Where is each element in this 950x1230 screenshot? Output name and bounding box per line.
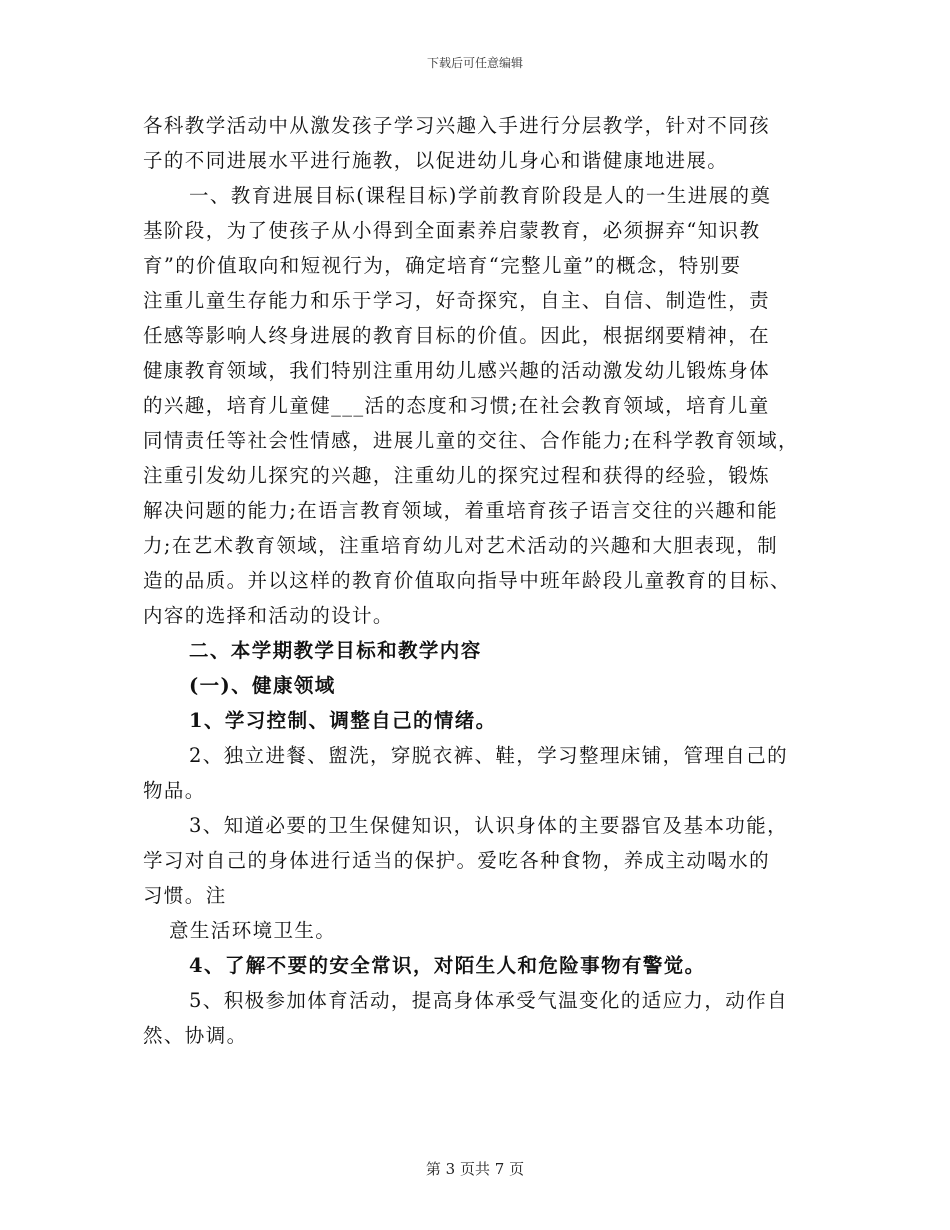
paragraph-line: 一、教育进展目标(课程目标)学前教育阶段是人的一生进展的奠 <box>189 184 772 207</box>
paragraph-line: 3、知道必要的卫生保健知识，认识身体的主要器官及基本功能， <box>189 814 789 837</box>
paragraph-line: 注重儿童生存能力和乐于学习，好奇探究，自主、自信、制造性，责 <box>143 289 771 312</box>
paragraph-line: 习惯。注 <box>143 884 227 907</box>
document-body <box>143 108 823 1053</box>
paragraph-line: 5、积极参加体育活动，提高身体承受气温变化的适应力，动作自 <box>189 989 789 1012</box>
paragraph-line: 基阶段，为了使孩子从小得到全面素养启蒙教育，必须摒弃“知识教 <box>143 219 761 242</box>
paragraph-line: 同情责任等社会性情感，进展儿童的交往、合作能力;在科学教育领域， <box>143 429 799 452</box>
paragraph-line: 注重引发幼儿探究的兴趣，注重幼儿的探究过程和获得的经验，锻炼 <box>143 464 771 487</box>
paragraph-line: 内容的选择和活动的设计。 <box>143 604 394 627</box>
paragraph-line: 然、协调。 <box>143 1024 248 1047</box>
paragraph-line: 的兴趣，培育儿童健___活的态度和习惯;在社会教育领域，培育儿童 <box>143 394 770 417</box>
paragraph-line: 健康教育领域，我们特别注重用幼儿感兴趣的活动激发幼儿锻炼身体 <box>143 359 771 382</box>
paragraph-line: 2、独立进餐、盥洗，穿脱衣裤、鞋，学习整理床铺，管理自己的 <box>189 744 789 767</box>
section-heading-line: 二、本学期教学目标和教学内容 <box>189 639 482 662</box>
paragraph-line: 力;在艺术教育领域，注重培育幼儿对艺术活动的兴趣和大胆表现，制 <box>143 534 778 557</box>
paragraph-line: 任感等影响人终身进展的教育目标的价值。因此，根据纲要精神，在 <box>143 324 771 347</box>
paragraph-line: 物品。 <box>143 779 206 802</box>
section-heading-line: 1、学习控制、调整自己的情绪。 <box>189 709 497 732</box>
paragraph-line: 学习对自己的身体进行适当的保护。爱吃各种食物，养成主动喝水的 <box>143 849 771 872</box>
paragraph-line: 各科教学活动中从激发孩子学习兴趣入手进行分层教学，针对不同孩 <box>143 114 771 137</box>
page-number: 第 3 页共 7 页 <box>425 1160 525 1178</box>
paragraph-line: 子的不同进展水平进行施教，以促进幼儿身心和谐健康地进展。 <box>143 149 729 172</box>
paragraph-line: 造的品质。并以这样的教育价值取向指导中班年龄段儿童教育的目标、 <box>143 569 791 592</box>
paragraph-line: 意生活环境卫生。 <box>169 919 337 942</box>
section-heading-line: 4、了解不要的安全常识，对陌生人和危险事物有警觉。 <box>189 954 706 977</box>
paragraph-line: 解决问题的能力;在语言教育领域，着重培育孩子语言交往的兴趣和能 <box>143 499 778 522</box>
paragraph-line: 育”的价值取向和短视行为，确定培育“完整儿童”的概念，特别要 <box>143 254 742 277</box>
page-header-note: 下载后可任意编辑 <box>426 56 523 70</box>
section-heading-line: (一)、健康领域 <box>189 674 336 697</box>
